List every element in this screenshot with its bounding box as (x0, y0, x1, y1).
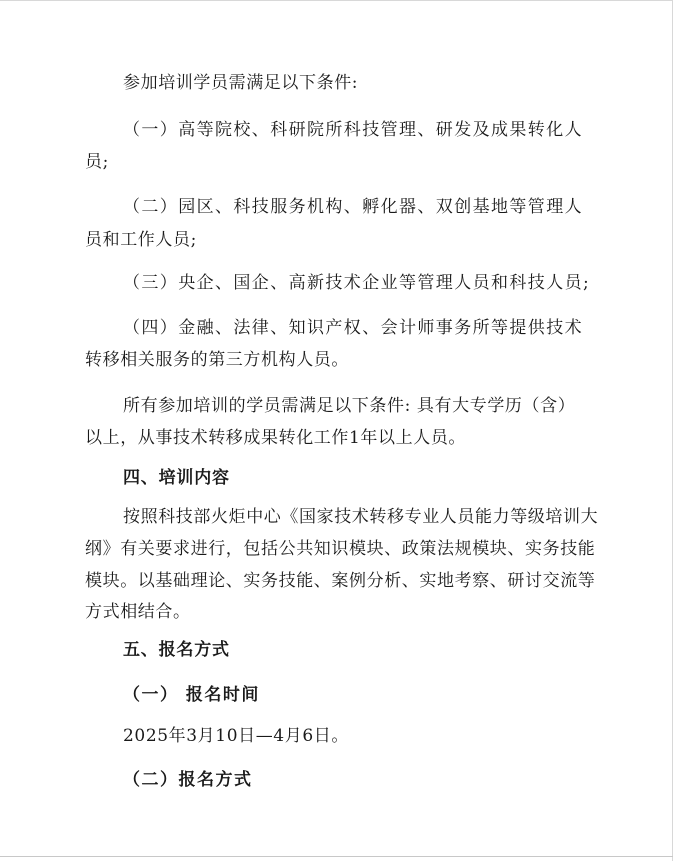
condition-item-2-cont: 员和工作人员; (85, 230, 197, 250)
general-requirement-cont: 以上，从事技术转移成果转化工作1年以上人员。 (85, 428, 467, 448)
registration-date-range: 2025年3月10日—4月6日。 (123, 726, 349, 746)
subheading-registration-time: （一） 报名时间 (123, 685, 260, 705)
training-content-para-line-4: 方式相结合。 (85, 602, 191, 622)
section-heading-registration: 五、报名方式 (123, 640, 230, 660)
conditions-intro: 参加培训学员需满足以下条件: (123, 73, 359, 93)
condition-item-1: （一）高等院校、科研院所科技管理、研发及成果转化人 (123, 120, 583, 140)
condition-item-4-cont: 转移相关服务的第三方机构人员。 (85, 350, 349, 370)
condition-item-2: （二）园区、科技服务机构、孵化器、双创基地等管理人 (123, 197, 583, 217)
general-requirement: 所有参加培训的学员需满足以下条件: 具有大专学历（含） (123, 396, 576, 416)
condition-item-4: （四）金融、法律、知识产权、会计师事务所等提供技术 (123, 318, 583, 338)
training-content-para-line-2: 纲》有关要求进行，包括公共知识模块、政策法规模块、实务技能 (85, 539, 596, 559)
training-content-para-line-1: 按照科技部火炬中心《国家技术转移专业人员能力等级培训大 (123, 507, 599, 527)
condition-item-3: （三）央企、国企、高新技术企业等管理人员和科技人员; (123, 273, 591, 293)
subheading-registration-method: （二）报名方式 (123, 770, 253, 790)
page-bottom-divider (0, 856, 673, 857)
section-heading-training-content: 四、培训内容 (123, 468, 230, 488)
training-content-para-line-3: 模块。以基础理论、实务技能、案例分析、实地考察、研讨交流等 (85, 571, 596, 591)
condition-item-1-cont: 员; (85, 152, 109, 172)
